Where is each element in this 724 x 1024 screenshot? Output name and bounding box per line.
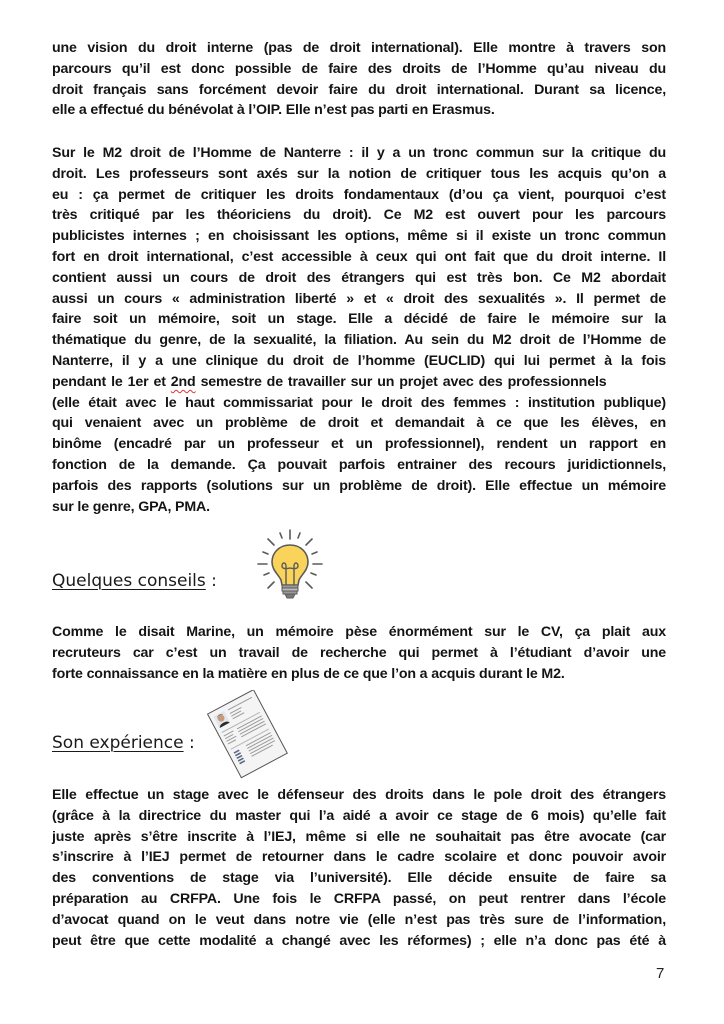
- text-line-with-spellcheck: [52, 372, 666, 393]
- text-line: Comme le disait Marine, un mémoire pèse énormément sur le CV, ça plait aux: [52, 624, 666, 640]
- text-line: (grâce à la directrice du master qui l’a aidé a avoir ce stage de 6 mois) qu’elle fait: [52, 807, 666, 824]
- text-line: Elle effectue un stage avec le défenseur des droits dans le pole droit des étrangers: [52, 787, 666, 803]
- text-line: publicistes internes ; en choisissant les options, même si il existe un tronc commun: [52, 228, 666, 245]
- text-fragment: semestre de travailler sur un projet avec des professionnels: [195, 373, 607, 390]
- text-line: eu : ça permet de critiquer les droits fondamentaux (d’ou ça vient, pourquoi c’est: [52, 186, 666, 203]
- text-line: Sur le M2 droit de l’Homme de Nanterre : il y a un tronc commun sur la critique du: [52, 145, 666, 161]
- heading-suffix: :: [205, 571, 217, 591]
- heading-text: Son expérience: [52, 733, 184, 753]
- text-line: des conventions de stage via l’université). Elle décide ensuite de faire sa: [52, 870, 666, 887]
- text-line: d’avocat quand on le veut dans notre vie (elle n’est pas très sure de l’information,: [52, 911, 666, 928]
- text-line: Nanterre, il y a une clinique du droit de l’homme (EUCLID) qui lui permet à la fois: [52, 352, 666, 369]
- text-line: fonction de la demande. Ça pouvait parfois entrainer des recours juridictionnels,: [52, 456, 666, 473]
- text-line: aussi un cours « administration liberté » et « droit des sexualités ». Il permet de: [52, 290, 666, 307]
- text-line: thématique du genre, de la sexualité, la filiation. Au sein du M2 droit de l’Homme de: [52, 332, 666, 349]
- text-line: droit français sans forcément devoir faire du droit international. Durant sa licence,: [52, 81, 666, 98]
- section-heading-conseils: [52, 571, 217, 591]
- text-line: s’inscrire à l’IEJ permet de retourner dans le cadre scolaire et donc pouvoir avoir: [52, 849, 666, 866]
- text-line: faire soit un mémoire, soit un stage. Elle a décidé de faire le mémoire sur la: [52, 311, 666, 328]
- text-line: préparation au CRFPA. Une fois le CRFPA passé, on peut rentrer dans l’école: [52, 890, 666, 907]
- paragraph-conseils: [52, 622, 666, 684]
- text-line: recruteurs car c’est un travail de recherche qui permet à l’étudiant d’avoir une: [52, 644, 666, 661]
- page-number: 7: [656, 965, 665, 982]
- text-line: (elle était avec le haut commissariat pour le droit des femmes : institution publique): [52, 394, 666, 411]
- text-line: binôme (encadré par un professeur et un professionnel), rendent un rapport en: [52, 436, 666, 453]
- text-line: une vision du droit interne (pas de droit international). Elle montre à travers son: [52, 40, 666, 56]
- text-line: sur le genre, GPA, PMA.: [52, 498, 210, 515]
- text-line: contient aussi un cours de droit des étrangers qui est très bon. Ce M2 abordait: [52, 269, 666, 286]
- text-line: qui venaient avec un problème de droit et demandait à ce que les élèves, en: [52, 415, 666, 432]
- heading-suffix: :: [183, 733, 195, 753]
- text-line: elle a effectué du bénévolat à l’OIP. Elle n’est pas parti en Erasmus.: [52, 102, 495, 119]
- text-fragment: pendant le 1er et: [52, 373, 171, 390]
- text-line: très critiqué par les théoriciens du droit). Ce M2 est ouvert pour les parcours: [52, 207, 666, 224]
- text-line: droit. Les professeurs sont axés sur la notion de critiquer tous les acquis qu’on a: [52, 165, 666, 182]
- text-line: fort en droit international, c’est accessible à ceux qui ont fait que du droit interne. Il: [52, 248, 666, 265]
- spellcheck-flagged-word[interactable]: 2nd: [170, 373, 196, 390]
- text-line: juste après s’être inscrite à l’IEJ, même si elle ne souhaitait pas être avocate (car: [52, 828, 666, 845]
- paragraph-m2-nanterre: [52, 143, 666, 517]
- text-line: forte connaissance en la matière en plus de ce que l’on a acquis durant le M2.: [52, 665, 565, 682]
- text-line: parfois des rapports (solutions sur un problème de droit). Elle effectue un mémoire: [52, 477, 666, 494]
- heading-text: Quelques conseils: [52, 571, 206, 591]
- resume-document-icon: [205, 690, 290, 780]
- section-heading-experience: [52, 733, 195, 753]
- paragraph-intro: [52, 38, 666, 121]
- text-line: parcours qu’il est donc possible de faire des droits de l’Homme qu’au niveau du: [52, 60, 666, 77]
- lightbulb-icon: [255, 528, 325, 602]
- paragraph-experience: [52, 785, 666, 951]
- text-line: peut être que cette modalité a changé avec les réformes) ; elle n’a donc pas été à: [52, 932, 666, 949]
